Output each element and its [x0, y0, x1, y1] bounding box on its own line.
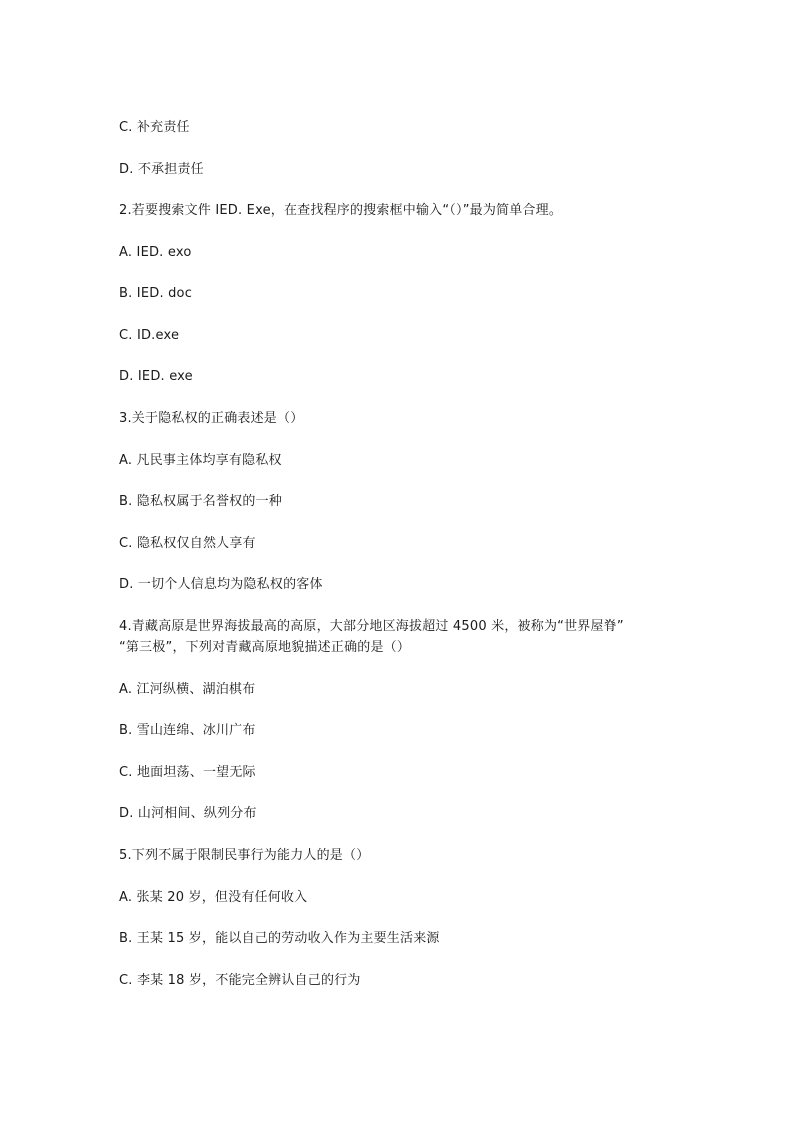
- q4-option-a: A. 江河纵横、湖泊棋布: [119, 682, 256, 697]
- q5-option-b: B. 王某 15 岁，能以自己的劳动收入作为主要生活来源: [119, 931, 440, 946]
- q2-option-d: D. IED. exe: [119, 369, 193, 384]
- q2-option-b: B. IED. doc: [119, 286, 193, 301]
- q2-question: 2.若要搜索文件 IED. Exe，在查找程序的搜索框中输入“（）”最为简单合理。: [119, 203, 563, 218]
- q4-option-b: B. 雪山连绵、冰川广布: [119, 723, 256, 738]
- q3-option-c: C. 隐私权仅自然人享有: [119, 536, 256, 551]
- q2-option-a: A. IED. exo: [119, 245, 192, 260]
- q5-question: 5.下列不属于限制民事行为能力人的是（）: [119, 848, 370, 863]
- q3-option-d: D. 一切个人信息均为隐私权的客体: [119, 577, 323, 592]
- q1-option-c: C. 补充责任: [119, 120, 190, 135]
- q4-question-line1: 4.青藏高原是世界海拔最高的高原，大部分地区海拔超过 4500 米，被称为“世界屋脊”: [119, 619, 624, 634]
- q5-option-a: A. 张某 20 岁，但没有任何收入: [119, 890, 308, 905]
- q4-option-c: C. 地面坦荡、一望无际: [119, 765, 256, 780]
- q4-option-d: D. 山河相间、纵列分布: [119, 806, 257, 821]
- q3-question: 3.关于隐私权的正确表述是（）: [119, 411, 304, 426]
- q4-question-line2: “第三极”，下列对青藏高原地貌描述正确的是（）: [119, 640, 411, 655]
- q3-option-a: A. 凡民事主体均享有隐私权: [119, 453, 282, 468]
- q1-option-d: D. 不承担责任: [119, 162, 204, 177]
- q5-option-c: C. 李某 18 岁，不能完全辨认自己的行为: [119, 973, 361, 988]
- q2-option-c: C. ID.exe: [119, 328, 180, 343]
- q3-option-b: B. 隐私权属于名誉权的一种: [119, 494, 282, 509]
